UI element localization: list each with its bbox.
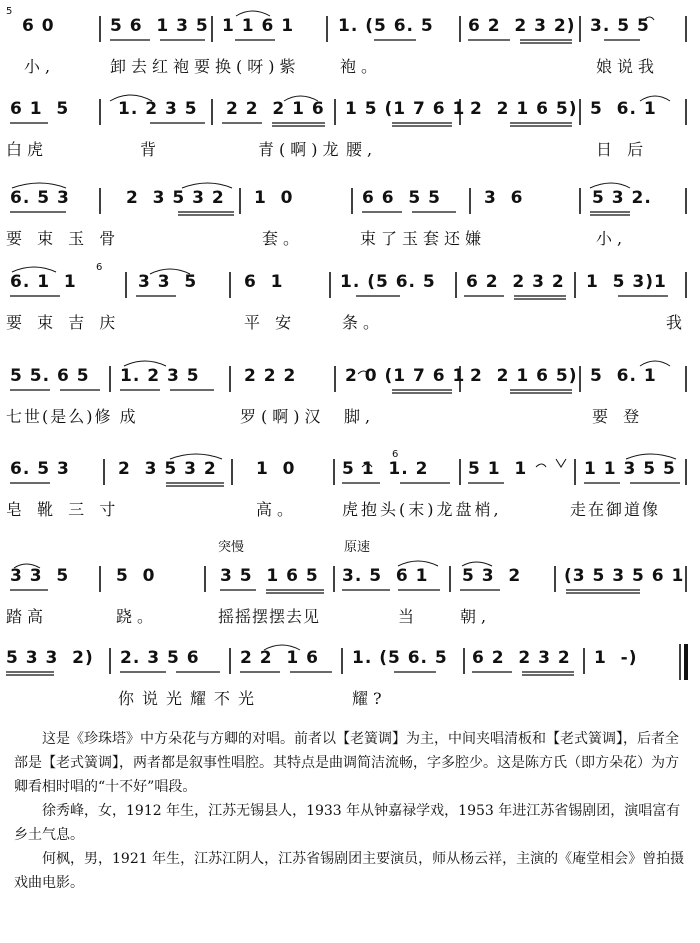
measure: 2 2 1 6 [240, 648, 319, 668]
lyric: 要 束 玉 骨 [6, 229, 121, 248]
score-system-2 [0, 93, 700, 173]
notation-row [0, 188, 700, 212]
measure: 5 0 [116, 566, 156, 586]
lyric: 娘说我 [596, 57, 660, 76]
measure: 1. (5 6. 5 [340, 272, 436, 292]
lyric: 套。 [262, 229, 305, 248]
measure: 6 2 2 3 2) [468, 16, 576, 36]
lyric: 跷。 [116, 607, 159, 626]
notation-row [0, 648, 700, 672]
lyric: 你说光耀不光 [118, 689, 263, 708]
lyric: 脚, [344, 407, 376, 426]
lyric-row [0, 604, 700, 628]
notation-row [0, 366, 700, 390]
measure: 3 3 5 [138, 272, 198, 292]
measure: 5 6. 1 [590, 99, 657, 119]
measure: 3 5 1 6 5 [220, 566, 319, 586]
measure: 2 2 1 6 5) [470, 99, 578, 119]
score-system-4 [0, 262, 700, 346]
commentary-text [14, 727, 686, 895]
measure: 5 6 1 3 5 [110, 16, 209, 36]
measure: 3 3 5 [10, 566, 70, 586]
measure: 6 2 2 3 2 [466, 272, 565, 292]
lyric: 青(啊)龙 [258, 140, 344, 159]
measure: 2 2 1 6 5) [470, 366, 578, 386]
lyric: 耀? [352, 689, 387, 708]
measure: 2 3 5 3 2 [118, 459, 217, 479]
measure: 5 6. 1 [590, 366, 657, 386]
measure: 5 1 1. 2 [342, 459, 429, 479]
measure: 6 0 [22, 16, 55, 36]
grace-note: 6 [392, 449, 399, 460]
measure: 3. 5 5 [590, 16, 650, 36]
measure: 1 5 3)1 [586, 272, 667, 292]
measure: 1. 2 3 5 [118, 99, 198, 119]
paragraph: 徐秀峰，女，1912 年生，江苏无锡县人，1933 年从钟嘉禄学戏，1953 年进江苏省锡剧团，演唱富有乡土气息。 [14, 803, 681, 843]
paragraph: 何枫，男，1921 年生，江苏江阴人，江苏省锡剧团主要演员，师从杨云祥，主演的《庵堂相会》曾拍摄戏曲电影。 [14, 851, 685, 891]
lyric: 卸去红袍要换(呀)紫 [110, 57, 301, 76]
measure: 2 2 2 [244, 366, 297, 386]
lyric: 朝, [460, 607, 492, 626]
measure: 5 5. 6 5 [10, 366, 90, 386]
lyric: 平 安 [244, 313, 297, 332]
measure: 6 2 2 3 2 [472, 648, 571, 668]
notation-row [0, 99, 700, 123]
measure: 1 1 3 5 5 [584, 459, 676, 479]
measure: 2 0 (1 7 6 1 [345, 366, 466, 386]
measure: 6 1 5 [10, 99, 70, 119]
measure: 5 3 2. [592, 188, 652, 208]
lyric-row [0, 686, 700, 710]
lyric: 条。 [342, 313, 385, 332]
lyric: 背 [140, 140, 162, 159]
lyric-row [0, 404, 700, 428]
lyric: 袍。 [340, 57, 383, 76]
lyric: 走在御道像 [570, 500, 661, 519]
measure: 1 -) [594, 648, 638, 668]
lyric: 摇摇摆摆去见 [218, 607, 321, 626]
notation-row [0, 16, 700, 40]
measure: 3. 5 6 1 [342, 566, 429, 586]
lyric-row [0, 226, 700, 250]
measure: 1. (5 6. 5 [338, 16, 434, 36]
lyric: 踏高 [6, 607, 49, 626]
measure: 6. 5 3 [10, 459, 70, 479]
lyric: 腰, [346, 140, 378, 159]
grace-note: 6 [96, 262, 103, 273]
measure: 2 2 2 1 6 [226, 99, 325, 119]
notation-row [0, 566, 700, 590]
measure: 6 6 5 5 [362, 188, 441, 208]
lyric-row [0, 54, 700, 78]
score-system-5 [0, 360, 700, 440]
measure: 1 0 [254, 188, 294, 208]
measure: (3 5 3 5 6 1 [564, 566, 685, 586]
grace-note: 5 [6, 6, 13, 17]
lyric: 我 [666, 313, 688, 332]
measure: 5 3 3 2) [6, 648, 94, 668]
tempo-marking: 突慢 [218, 540, 245, 555]
measure: 2. 3 5 6 [120, 648, 200, 668]
score-system-8 [0, 642, 700, 722]
paragraph: 这是《珍珠塔》中方朵花与方卿的对唱。前者以【老簧调】为主，中间夹唱清板和【老式簧调】，后者全部是【老式簧调】，两者都是叙事性唱腔。其特点是曲调简洁流畅，字多腔少。这是陈方氏（即方朵花）为方卿看相时唱的“十不好”唱段。 [14, 731, 679, 795]
tempo-marking: 原速 [344, 540, 371, 555]
lyric: 小, [24, 57, 56, 76]
lyric: 高。 [256, 500, 299, 519]
measure: 1. 2 3 5 [120, 366, 200, 386]
lyric: 束了玉套还嫌 [360, 229, 487, 248]
lyric-row [0, 137, 700, 161]
lyric: 皂 靴 三 寸 [6, 500, 121, 519]
score-system-1 [0, 6, 700, 90]
notation-row [0, 459, 700, 483]
score-system-3 [0, 182, 700, 262]
lyric: 白虎 [6, 140, 49, 159]
measure: 1 0 [256, 459, 296, 479]
lyric: 七世(是么)修 成 [6, 407, 138, 426]
lyric: 要 束 吉 庆 [6, 313, 121, 332]
lyric-row [0, 310, 700, 334]
measure: 1. (5 6. 5 [352, 648, 448, 668]
measure: 5 3 2 [462, 566, 522, 586]
notation-row [0, 272, 700, 296]
lyric: 日 后 [596, 140, 649, 159]
measure: 3 6 [484, 188, 524, 208]
score-system-6 [0, 449, 700, 533]
lyric: 虎抱头(末)龙盘梢, [342, 500, 502, 519]
measure: 5 1 1 [468, 459, 528, 479]
measure: 6. 1 1 [10, 272, 77, 292]
lyric: 小, [596, 229, 628, 248]
measure: 6. 5 3 [10, 188, 70, 208]
lyric: 要 登 [592, 407, 645, 426]
lyric-row [0, 497, 700, 521]
score-system-7 [0, 540, 700, 640]
lyric: 当 [398, 607, 420, 626]
measure: 1 1 6 1 [222, 16, 295, 36]
measure: 2 3 5 3 2 [126, 188, 225, 208]
measure: 6 1 [244, 272, 284, 292]
measure: 1 5 (1 7 6 1 [345, 99, 466, 119]
lyric: 罗(啊)汉 [240, 407, 326, 426]
